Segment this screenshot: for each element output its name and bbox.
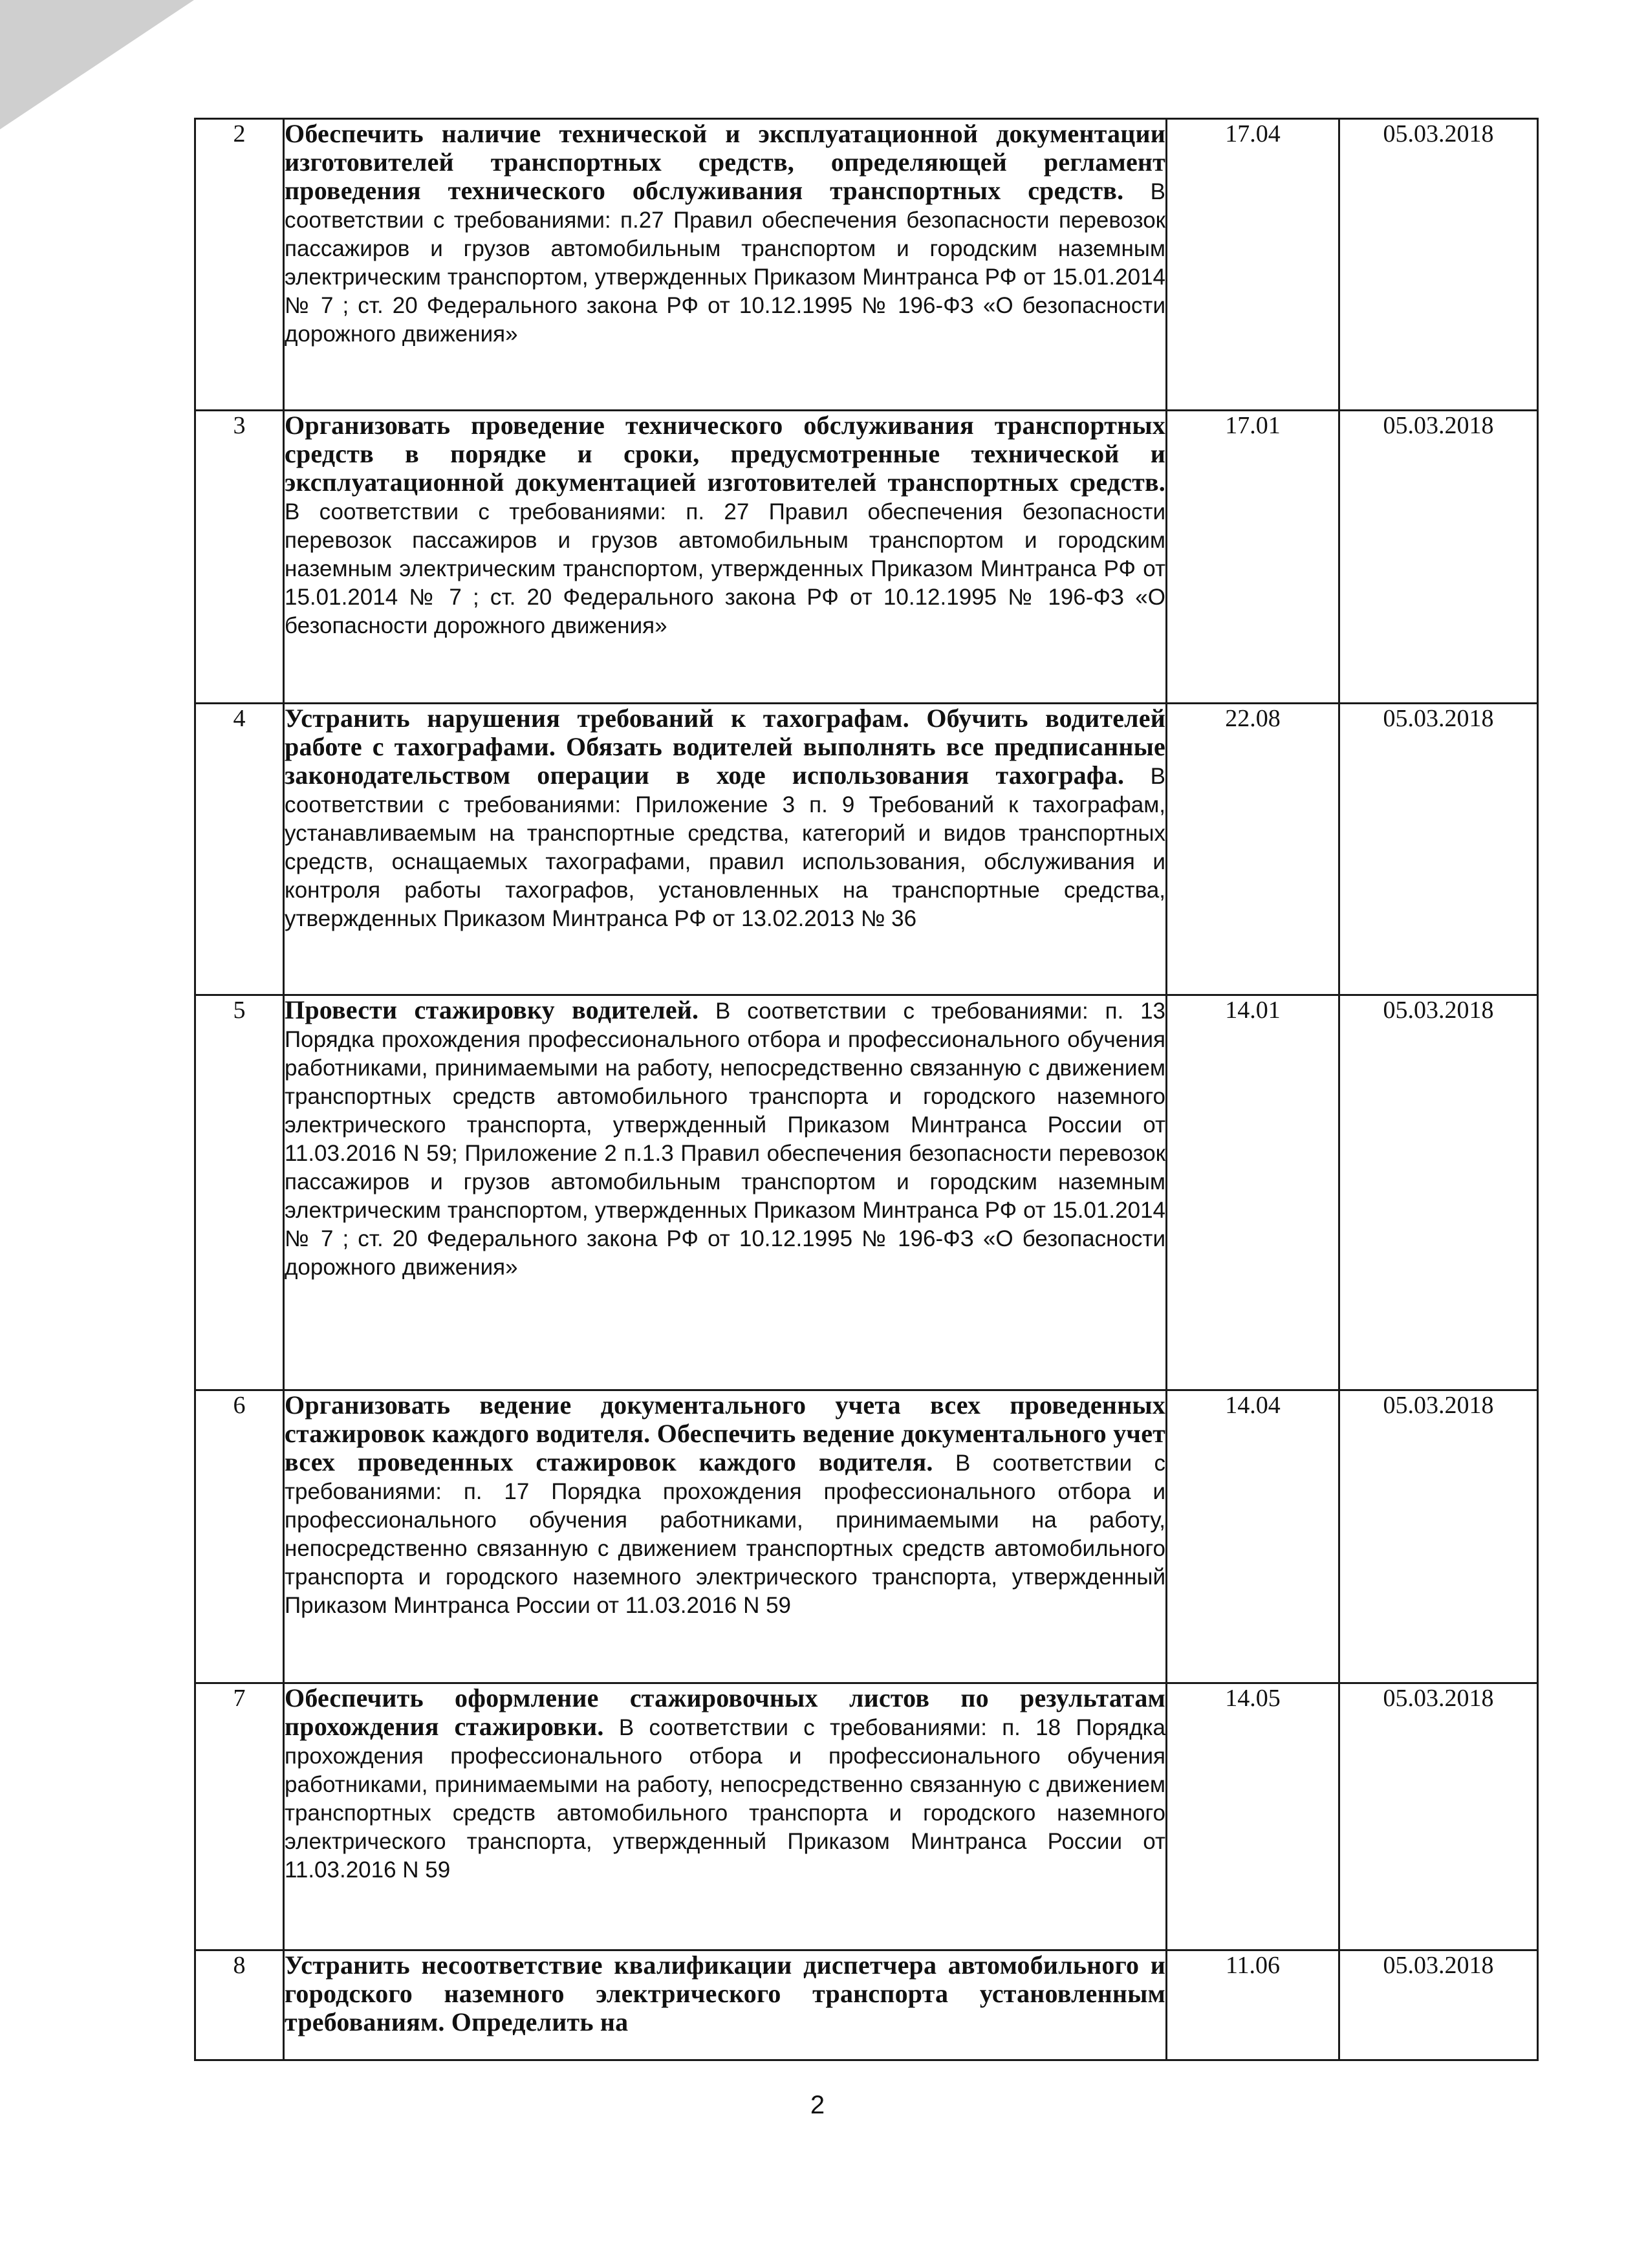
table-row: [195, 1390, 1538, 1683]
requirement-cell: [284, 1390, 1167, 1683]
table-row: [195, 411, 1538, 704]
table-row: [195, 1683, 1538, 1950]
requirement-basis: В соответствии с требованиями: п. 27 Правил обеспечения безопасности перевозок пассажиров и грузов автомобильным транспортом и городским наземным электрическим транспортом, утвержденных Приказом Минтранса РФ от 15.01.2014 № 7 ; ст. 20 Федерального закона РФ от 10.12.1995 № 196-ФЗ «О безопасности дорожного движения»: [285, 499, 1165, 638]
requirement-cell: [284, 995, 1167, 1390]
row-number: 3: [195, 411, 284, 704]
requirement-title: Организовать проведение технического обслуживания транспортных средств в порядке и сроки, предусмотренные технической и эксплуатационной документацией изготовителей транспортных средств.: [285, 411, 1165, 497]
row-number: 2: [195, 119, 284, 411]
requirement-basis: В соответствии с требованиями: п. 18 Порядка прохождения профессионального отбора и профессионального обучения работниками, принимаемыми на работу, непосредственно связанную с движением транспортных средств автомобильного транспорта и городского наземного электрического транспорта, утвержденный Приказом Минтранса России от 11.03.2016 N 59: [285, 1715, 1165, 1883]
deadline-date: 05.03.2018: [1339, 995, 1538, 1390]
row-number: 8: [195, 1950, 284, 2060]
deadline-date: 05.03.2018: [1339, 1683, 1538, 1950]
row-number: 7: [195, 1683, 284, 1950]
table-row: [195, 1950, 1538, 2060]
requirement-cell: [284, 411, 1167, 704]
requirement-code: 17.04: [1167, 119, 1339, 411]
requirement-title: Устранить нарушения требований к тахографам. Обучить водителей работе с тахографами. Обязать водителей выполнять все предписанные законодательством операции в ходе использования тахографа.: [285, 704, 1165, 790]
requirement-cell: [284, 704, 1167, 995]
table-row: [195, 995, 1538, 1390]
requirement-code: 11.06: [1167, 1950, 1339, 2060]
table-row: [195, 704, 1538, 995]
requirement-title: Организовать ведение документального учета всех проведенных стажировок каждого водителя. Обеспечить ведение документального учет всех проведенных стажировок каждого водителя.: [285, 1390, 1165, 1476]
deadline-date: 05.03.2018: [1339, 1390, 1538, 1683]
row-number: 5: [195, 995, 284, 1390]
deadline-date: 05.03.2018: [1339, 704, 1538, 995]
requirement-title: Устранить несоответствие квалификации диспетчера автомобильного и городского наземного электрического транспорта установленным требованиям. Определить на: [285, 1950, 1165, 2036]
requirement-basis: В соответствии с требованиями: Приложение 3 п. 9 Требований к тахографам, устанавливаемым на транспортные средства, категорий и видов транспортных средств, оснащаемых тахографами, правил использования, обслуживания и контроля работы тахографов, установленных на транспортные средства, утвержденных Приказом Минтранса РФ от 13.02.2013 № 36: [285, 764, 1165, 931]
requirement-code: 14.04: [1167, 1390, 1339, 1683]
requirement-code: 22.08: [1167, 704, 1339, 995]
deadline-date: 05.03.2018: [1339, 1950, 1538, 2060]
requirement-title: Обеспечить наличие технической и эксплуатационной документации изготовителей транспортных средств, определяющей регламент проведения технического обслуживания транспортных средств.: [285, 119, 1165, 205]
requirement-basis: В соответствии с требованиями: п. 17 Порядка прохождения профессионального отбора и профессионального обучения работниками, принимаемыми на работу, непосредственно связанную с движением транспортных средств автомобильного транспорта и городского наземного электрического транспорта, утвержденный Приказом Минтранса России от 11.03.2016 N 59: [285, 1451, 1166, 1618]
deadline-date: 05.03.2018: [1339, 119, 1538, 411]
table-row: [195, 119, 1538, 411]
scan-corner-shadow: [0, 0, 194, 129]
requirement-cell: [284, 119, 1167, 411]
row-number: 6: [195, 1390, 284, 1683]
row-number: 4: [195, 704, 284, 995]
requirement-basis: В соответствии с требованиями: п. 13 Порядка прохождения профессионального отбора и профессионального обучения работниками, принимаемыми на работу, непосредственно связанную с движением транспортных средств автомобильного транспорта и городского наземного электрического транспорта, утвержденный Приказом Минтранса России от 11.03.2016 N 59; Приложение 2 п.1.3 Правил обеспечения безопасности перевозок пассажиров и грузов автомобильным транспортом и городским наземным электрическим транспортом, утвержденных Приказом Минтранса РФ от 15.01.2014 № 7 ; ст. 20 Федерального закона РФ от 10.12.1995 № 196-ФЗ «О безопасности дорожного движения»: [285, 999, 1165, 1280]
requirement-title: Обеспечить оформление стажировочных листов по результатам прохождения стажировки.: [285, 1683, 1165, 1741]
requirement-cell: [284, 1683, 1167, 1950]
deadline-date: 05.03.2018: [1339, 411, 1538, 704]
requirement-code: 14.01: [1167, 995, 1339, 1390]
requirements-table: [194, 118, 1539, 2061]
requirement-code: 17.01: [1167, 411, 1339, 704]
requirement-code: 14.05: [1167, 1683, 1339, 1950]
requirement-title: Провести стажировку водителей.: [285, 995, 699, 1024]
requirement-basis: В соответствии с требованиями: п.27 Правил обеспечения безопасности перевозок пассажиров и грузов автомобильным транспортом и городским наземным электрическим транспортом, утвержденных Приказом Минтранса РФ от 15.01.2014 № 7 ; ст. 20 Федерального закона РФ от 10.12.1995 № 196-ФЗ «О безопасности дорожного движения»: [285, 179, 1165, 347]
requirement-cell: [284, 1950, 1167, 2060]
page-number: 2: [810, 2091, 825, 2119]
